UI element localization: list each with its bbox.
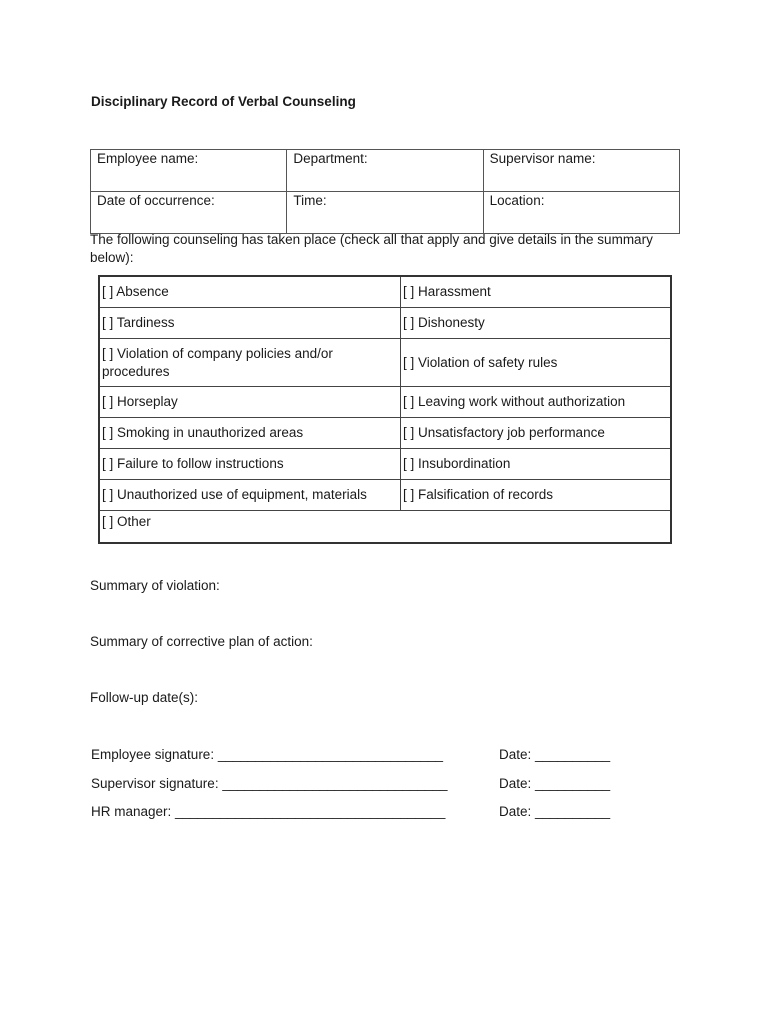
supervisor-signature-line[interactable]: Supervisor signature: ______________________________ [91, 776, 448, 791]
checkbox-absence[interactable]: [ ] Absence [99, 276, 401, 308]
checklist-row [99, 511, 671, 544]
checklist-row [99, 308, 671, 339]
checkbox-leaving-work[interactable]: [ ] Leaving work without authorization [401, 387, 672, 418]
employee-signature-line[interactable]: Employee signature: ______________________________ [91, 747, 444, 762]
employee-name-field[interactable]: Employee name: [91, 150, 287, 192]
checklist-row [99, 418, 671, 449]
hr-date-line[interactable]: Date: __________ [499, 804, 611, 819]
checkbox-policy-violation[interactable]: [ ] Violation of company policies and/or procedures [99, 339, 401, 387]
checklist-row [99, 339, 671, 387]
checkbox-smoking[interactable]: [ ] Smoking in unauthorized areas [99, 418, 401, 449]
counseling-checklist [98, 275, 672, 544]
checkbox-insubordination[interactable]: [ ] Insubordination [401, 449, 672, 480]
supervisor-name-field[interactable]: Supervisor name: [483, 150, 679, 192]
checkbox-tardiness[interactable]: [ ] Tardiness [99, 308, 401, 339]
checkbox-falsification[interactable]: [ ] Falsification of records [401, 480, 672, 511]
supervisor-date-line[interactable]: Date: __________ [499, 776, 611, 791]
info-row [91, 150, 680, 192]
checkbox-unsatisfactory-performance[interactable]: [ ] Unsatisfactory job performance [401, 418, 672, 449]
checkbox-harassment[interactable]: [ ] Harassment [401, 276, 672, 308]
department-field[interactable]: Department: [287, 150, 483, 192]
checkbox-other[interactable]: [ ] Other [99, 511, 671, 544]
instructions-text: The following counseling has taken place (check all that apply and give details in the summary below): [90, 232, 653, 265]
checklist-row [99, 480, 671, 511]
summary-violation-label: Summary of violation: [90, 578, 220, 593]
checkbox-safety-violation[interactable]: [ ] Violation of safety rules [401, 339, 672, 387]
date-of-occurrence-field[interactable]: Date of occurrence: [91, 192, 287, 234]
employee-info-table [90, 149, 680, 234]
location-field[interactable]: Location: [483, 192, 679, 234]
summary-plan-label: Summary of corrective plan of action: [90, 634, 313, 649]
employee-date-line[interactable]: Date: __________ [499, 747, 611, 762]
page-title: Disciplinary Record of Verbal Counseling [91, 94, 356, 109]
checkbox-dishonesty[interactable]: [ ] Dishonesty [401, 308, 672, 339]
info-row [91, 192, 680, 234]
hr-manager-signature-line[interactable]: HR manager: ____________________________________ [91, 804, 446, 819]
checkbox-unauthorized-equipment[interactable]: [ ] Unauthorized use of equipment, materials [99, 480, 401, 511]
checkbox-horseplay[interactable]: [ ] Horseplay [99, 387, 401, 418]
checklist-row [99, 387, 671, 418]
followup-label: Follow-up date(s): [90, 690, 199, 705]
checklist-row [99, 449, 671, 480]
time-field[interactable]: Time: [287, 192, 483, 234]
checkbox-failure-to-follow[interactable]: [ ] Failure to follow instructions [99, 449, 401, 480]
checklist-row [99, 276, 671, 308]
